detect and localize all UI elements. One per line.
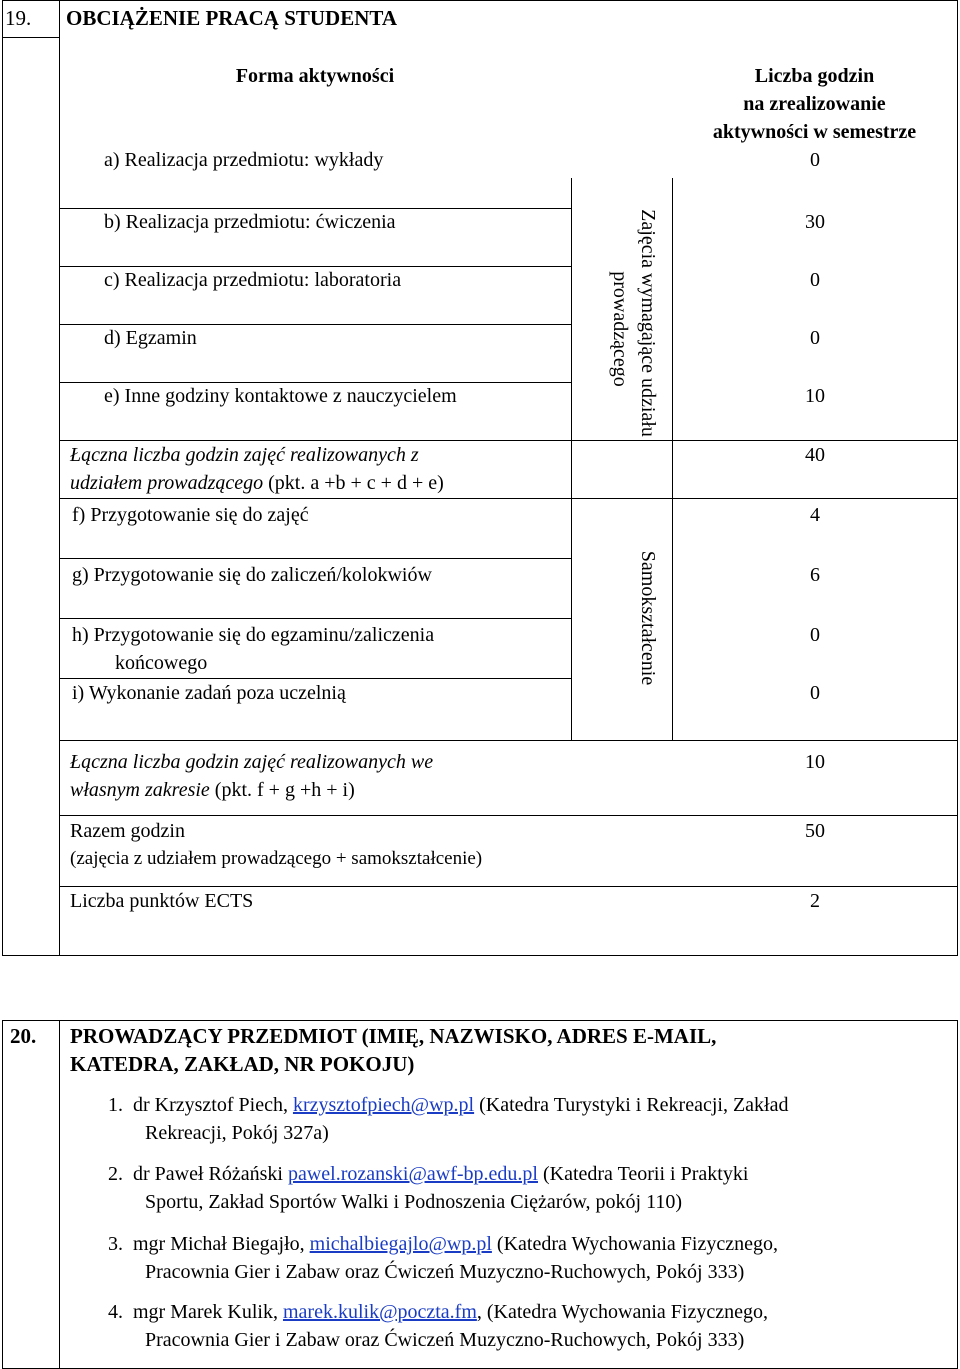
person-1-email-link[interactable]: krzysztofpiech@wp.pl — [292, 1094, 475, 1116]
total-label-line2: (zajęcia z udziałem prowadzącego + samokształcenie) — [70, 848, 483, 869]
section-20-title-line1: PROWADZĄCY PRZEDMIOT (IMIĘ, NAZWISKO, ADRES E-MAIL, — [70, 1024, 717, 1048]
row-h-value: 0 — [810, 624, 820, 646]
row-e-label: e) Inne godziny kontaktowe z nauczycielem — [104, 385, 457, 407]
table-border-left — [2, 0, 3, 956]
person-4-line2: Pracownia Gier i Zabaw oraz Ćwiczeń Muzyczno-Ruchowych, Pokój 333) — [145, 1329, 745, 1351]
row-g-label: g) Przygotowanie się do zaliczeń/kolokwiów — [72, 564, 432, 586]
row-a-value: 0 — [810, 149, 820, 171]
row-c-label: c) Realizacja przedmiotu: laboratoria — [104, 269, 402, 291]
person-3-line2: Pracownia Gier i Zabaw oraz Ćwiczeń Muzyczno-Ruchowych, Pokój 333) — [145, 1261, 745, 1283]
group-label-contact-line2-wrap — [609, 254, 631, 404]
person-4-line1 — [108, 1300, 768, 1324]
group-label-contact-line1: Zajęcia wymagające udziału — [637, 209, 659, 437]
table-number-divider — [59, 0, 60, 956]
person-4-number: 4. — [108, 1301, 123, 1323]
person-1-line2: Rekreacji, Pokój 327a) — [145, 1122, 329, 1144]
person-4-name: mgr Marek Kulik, — [133, 1301, 283, 1323]
row-d-label: d) Egzamin — [104, 327, 197, 349]
section-number: 19. — [5, 6, 32, 30]
sum-contact-label-line1: Łączna liczba godzin zajęć realizowanych z — [70, 444, 419, 466]
person-3-number: 3. — [108, 1233, 123, 1255]
group-label-self-study — [637, 536, 659, 700]
sum-contact-label-line2-italic: udziałem prowadzącego — [70, 472, 264, 494]
sum-self-label-line1: Łączna liczba godzin zajęć realizowanych we — [70, 751, 434, 773]
person-2-name: dr Paweł Różański — [133, 1163, 288, 1185]
person-2-number: 2. — [108, 1163, 123, 1185]
person-3-email-link[interactable]: michalbiegajlo@wp.pl — [309, 1233, 492, 1255]
sum-self-label-line2 — [70, 776, 355, 804]
person-2-email-link[interactable]: pawel.rozanski@awf-bp.edu.pl — [287, 1163, 538, 1185]
person-2-line2: Sportu, Zakład Sportów Walki i Podnoszenia Ciężarów, pokój 110) — [145, 1191, 683, 1213]
row-i-label: i) Wykonanie zadań poza uczelnią — [72, 682, 346, 704]
row-f-value: 4 — [810, 504, 820, 526]
table-border-right — [957, 0, 958, 956]
row-i-value: 0 — [810, 682, 820, 704]
total-label-line1: Razem godzin — [70, 820, 185, 842]
person-1-line1 — [108, 1093, 788, 1117]
category-divider-left — [571, 178, 572, 740]
person-2-affiliation: (Katedra Teorii i Praktyki — [537, 1163, 749, 1185]
number-cell-divider — [2, 37, 59, 38]
row-divider — [59, 815, 957, 816]
row-divider — [59, 498, 957, 499]
section-20-number: 20. — [10, 1024, 37, 1048]
sum-self-value: 10 — [805, 751, 825, 773]
sum-self-label-line2-italic: własnym zakresie — [70, 779, 210, 801]
row-e-value: 10 — [805, 385, 825, 407]
sum-contact-label-line2 — [70, 469, 444, 497]
row-divider — [59, 618, 571, 619]
section-20-title-line2: KATEDRA, ZAKŁAD, NR POKOJU) — [70, 1052, 415, 1076]
row-a-label: a) Realizacja przedmiotu: wykłady — [104, 149, 384, 171]
category-divider-right — [672, 178, 673, 740]
person-3-affiliation: (Katedra Wychowania Fizycznego, — [491, 1233, 778, 1255]
person-3-name: mgr Michał Biegajło, — [133, 1233, 310, 1255]
sum-contact-value: 40 — [805, 444, 825, 466]
section-title: OBCIĄŻENIE PRACĄ STUDENTA — [66, 6, 397, 30]
row-divider — [59, 740, 957, 741]
row-c-value: 0 — [810, 269, 820, 291]
table-border-bottom — [2, 955, 957, 956]
ects-label: Liczba punktów ECTS — [70, 890, 254, 912]
person-2-line1 — [108, 1162, 748, 1186]
row-h-label-line2: końcowego — [115, 652, 208, 674]
row-g-value: 6 — [810, 564, 820, 586]
group-label-self-study-text: Samokształcenie — [637, 550, 659, 686]
sum-self-formula: (pkt. f + g +h + i) — [214, 779, 355, 801]
row-d-value: 0 — [810, 327, 820, 349]
column-header-activity: Forma aktywności — [235, 65, 395, 87]
group-label-contact-line2: prowadzącego — [609, 271, 631, 387]
total-value: 50 — [805, 820, 825, 842]
person-4-email-link[interactable]: marek.kulik@poczta.fm — [282, 1301, 477, 1323]
s20-border-left — [2, 1020, 3, 1369]
table-border-top — [2, 0, 957, 1]
s20-border-right — [957, 1020, 958, 1369]
column-header-hours-line2: na zrealizowanie — [743, 93, 886, 115]
row-divider — [59, 558, 571, 559]
column-header-hours-line1: Liczba godzin — [754, 65, 875, 87]
row-h-label: h) Przygotowanie się do egzaminu/zaliczenia — [72, 624, 435, 646]
person-1-affiliation: (Katedra Turystyki i Rekreacji, Zakład — [474, 1094, 789, 1116]
person-4-affiliation: , (Katedra Wychowania Fizycznego, — [476, 1301, 768, 1323]
s20-number-divider — [59, 1020, 60, 1369]
ects-value: 2 — [810, 890, 820, 912]
sum-contact-formula: (pkt. a +b + c + d + e) — [268, 472, 444, 494]
person-3-line1 — [108, 1232, 778, 1256]
person-1-number: 1. — [108, 1094, 123, 1116]
person-1-name: dr Krzysztof Piech, — [133, 1094, 293, 1116]
row-b-label: b) Realizacja przedmiotu: ćwiczenia — [104, 211, 396, 233]
s20-border-top — [2, 1020, 957, 1021]
row-b-value: 30 — [805, 211, 825, 233]
row-f-label: f) Przygotowanie się do zajęć — [72, 504, 309, 526]
group-label-contact — [637, 182, 659, 464]
column-header-hours-line3: aktywności w semestrze — [712, 121, 917, 143]
